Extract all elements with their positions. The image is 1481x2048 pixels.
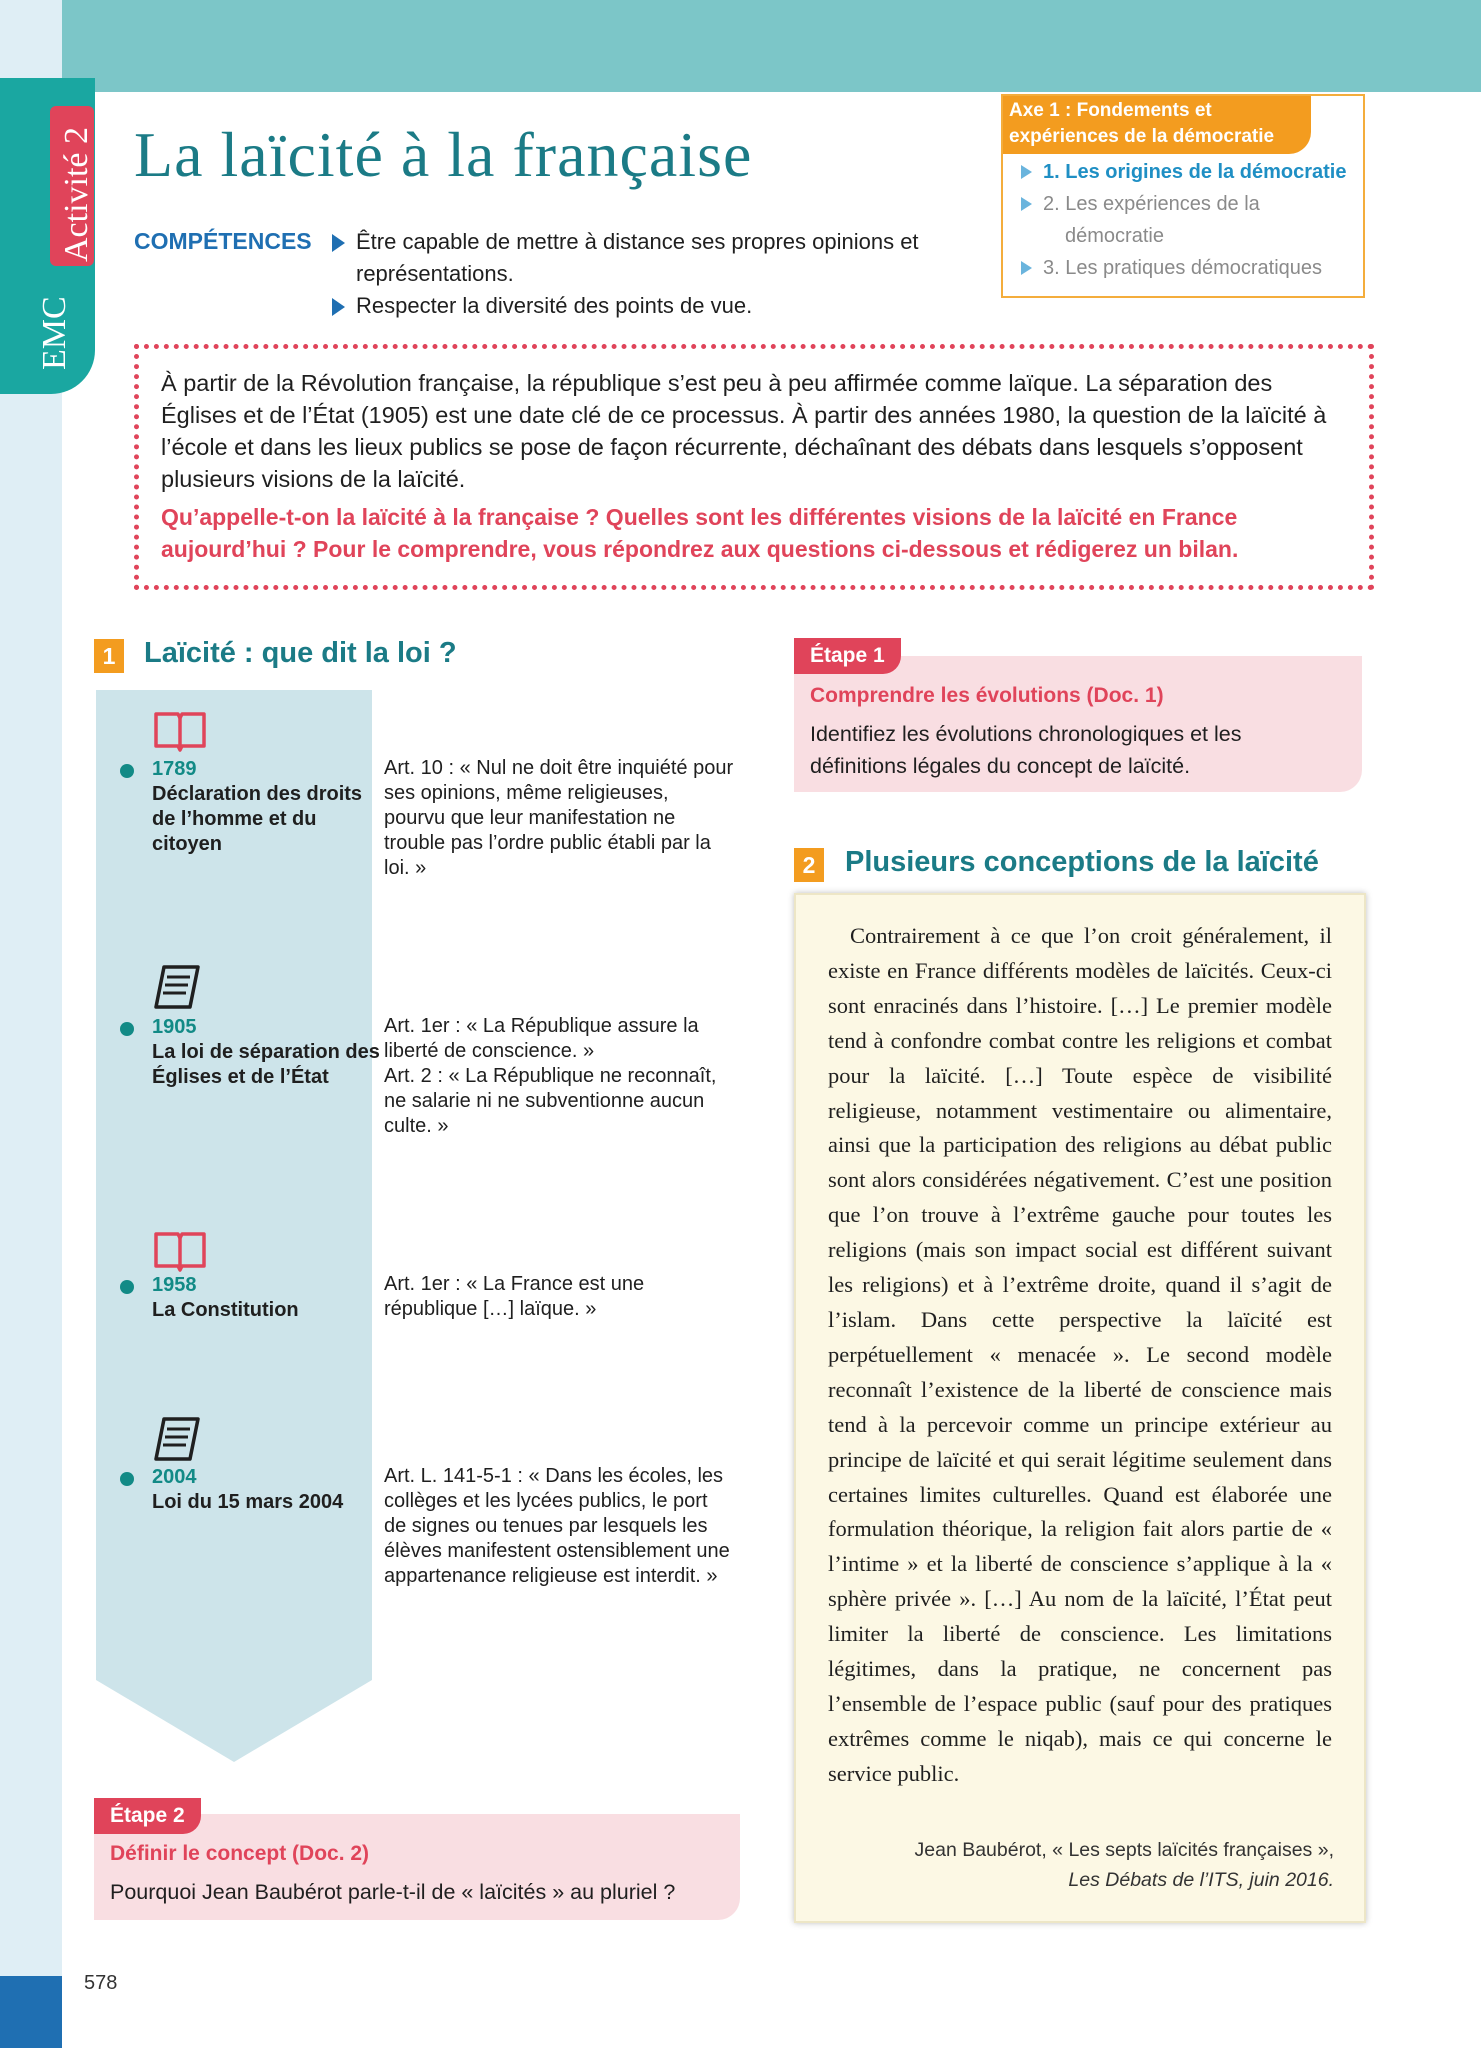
intro-question: Qu’appelle-t-on la laïcité à la française ? Quelles sont les différentes visions de la laïcité en France aujourd’hui ? Pour le comprendre, vous répondrez aux questions ci-dessous et rédigerez un bilan. [161, 504, 1239, 562]
timeline-entry-2004 [110, 1416, 740, 1636]
page-number: 578 [84, 1972, 118, 1994]
timeline-article-part: Art. 2 : « La République ne reconnaît, ne salarie ni ne subventionne aucun culte. » [384, 1065, 717, 1137]
axe-box [1001, 94, 1365, 298]
timeline-dot [120, 764, 134, 778]
etape-1-subtitle: Comprendre les évolutions (Doc. 1) [810, 684, 1164, 707]
document-2-citation [915, 1835, 1335, 1895]
section-1-title: Laïcité : que dit la loi ? [144, 637, 457, 669]
timeline-event-name: Déclaration des droits de l’homme et du citoyen [152, 783, 363, 855]
timeline-article [384, 1014, 734, 1139]
document-icon [152, 1416, 202, 1462]
timeline-article: Art. 10 : « Nul ne doit être inquiété pour ses opinions, même religieuses, pourvu que leur manifestation ne trouble pas l’ordre public établi par la loi. » [384, 757, 734, 879]
etape-1-tag: Étape 1 [794, 638, 901, 674]
axe-item-practices[interactable]: 3. Les pratiques démocratiques [1021, 252, 1351, 284]
timeline-arrow [96, 1680, 372, 1762]
document-icon [152, 964, 202, 1010]
emc-label: EMC [36, 296, 73, 370]
etape-1-box [794, 644, 1362, 792]
top-color-band [62, 0, 1481, 92]
section-2-title: Plusieurs conceptions de la laïcité [845, 846, 1319, 878]
timeline-year: 1789 [152, 758, 197, 780]
timeline-entry-1905 [110, 964, 740, 1164]
timeline-event-name: La loi de séparation des Églises et de l’État [152, 1041, 380, 1088]
book-icon [152, 1228, 208, 1272]
timeline-event-name: Loi du 15 mars 2004 [152, 1491, 344, 1513]
etape-2-box [94, 1804, 740, 1920]
timeline-article: Art. 1er : « La France est une république […] laïque. » [384, 1273, 645, 1320]
etape-2-tag: Étape 2 [94, 1798, 201, 1834]
axe-item-experiences-continued: démocratie [1065, 225, 1164, 247]
intro-box [134, 344, 1374, 590]
timeline-year: 1958 [152, 1274, 197, 1296]
timeline-entry-1789 [110, 708, 740, 888]
axe-item-origins[interactable]: 1. Les origines de la démocratie [1021, 156, 1351, 188]
timeline-dot [120, 1280, 134, 1294]
competences-label: COMPÉTENCES [134, 228, 312, 254]
section-2-number: 2 [794, 848, 824, 882]
left-margin-footer-block [0, 1976, 62, 2048]
axe-item-experiences[interactable]: 2. Les expériences de la [1021, 188, 1351, 220]
citation-source: Les Débats de l’ITS, juin 2016. [1068, 1869, 1334, 1891]
intro-text: À partir de la Révolution française, la république s’est peu à peu affirmée comme laïque. La séparation des Églises et de l’État (1905) est une date clé de ce processus. À partir des années 1980, la question de la laïcité à l’école et dans les lieux publics se pose de façon récurrente, déchaînant des débats dans lesquels s’opposent plusieurs visions de la laïcité. [161, 370, 1327, 492]
document-2-box [794, 893, 1366, 1923]
timeline-event-name: La Constitution [152, 1299, 299, 1321]
timeline-year: 2004 [152, 1466, 197, 1488]
etape-2-subtitle: Définir le concept (Doc. 2) [110, 1842, 370, 1865]
activity-label: Activité 2 [58, 126, 95, 262]
competence-item: Respecter la diversité des points de vue. [330, 290, 950, 322]
timeline-entry-1958 [110, 1228, 740, 1348]
etape-1-text: Identifiez les évolutions chronologiques et les définitions légales du concept de laïcité. [810, 722, 1242, 778]
citation-author: Jean Baubérot, « Les septs laïcités françaises », [914, 1839, 1334, 1861]
competence-item: Être capable de mettre à distance ses propres opinions et représentations. [330, 226, 950, 290]
timeline-dot [120, 1472, 134, 1486]
page-title: La laïcité à la française [134, 119, 753, 190]
timeline-year: 1905 [152, 1016, 197, 1038]
timeline-article: Art. L. 141-5-1 : « Dans les écoles, les collèges et les lycées publics, le port de signes ou tenues par lesquels les élèves manifestent ostensiblement une appartenance religieuse est interdit. » [384, 1465, 730, 1587]
section-1-number: 1 [94, 639, 124, 673]
competences-list [330, 226, 950, 322]
document-2-text: Contrairement à ce que l’on croit généralement, il existe en France différents modèles de laïcités. Ceux-ci sont enracinés dans l’histoire. […] Le premier modèle tend à confondre combat contre les religions et combat pour la laïcité. […] Toute espèce de visibilité religieuse, notamment vestimentaire ou alimentaire, ainsi que la participation des religions au débat public sont alors considérées négativement. C’est une position que l’on trouve à l’extrême gauche pour toutes les religions (mais son impact social est différent suivant les religions) et à l’extrême droite, quand il s’agit de l’islam. Dans cette perspective la laïcité est perpétuellement « menacée ». Le second modèle reconnaît l’existence de la liberté de conscience mais tend à la percevoir comme un principe extérieur au principe de laïcité et qui serait légitime seulement dans certaines limites culturelles. Quand est élaborée une formulation théorique, la religion fait alors partie de « l’intime » et la liberté de conscience s’applique à la « sphère privée ». […] Au nom de la laïcité, l’État peut limiter la liberté de conscience. Les limitations légitimes, dans la pratique, ne concernent pas l’ensemble de l’espace public (sauf pour des pratiques extrêmes comme le niqab), mais ce qui concerne le service public. [828, 923, 1332, 1786]
axe-heading: Axe 1 : Fondements et expériences de la démocratie [1003, 96, 1311, 154]
timeline-dot [120, 1022, 134, 1036]
etape-2-text: Pourquoi Jean Baubérot parle-t-il de « laïcités » au pluriel ? [110, 1880, 676, 1904]
book-icon [152, 708, 208, 752]
axe-list [1021, 156, 1351, 284]
timeline-article-part: Art. 1er : « La République assure la liberté de conscience. » [384, 1015, 699, 1062]
